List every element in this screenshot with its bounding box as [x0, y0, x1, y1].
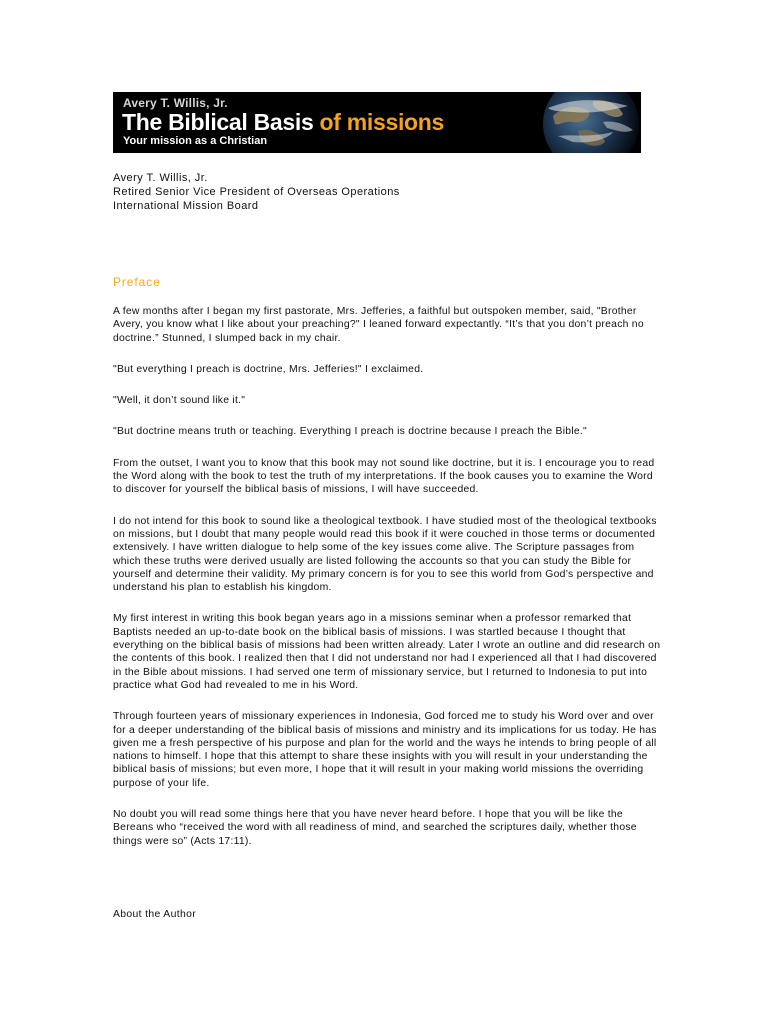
paragraph: Through fourteen years of missionary experiences in Indonesia, God forced me to study his Word over and over for a deeper understanding of the biblical basis of missions and ministry and its implications for us today. He has given me a fresh perspective of his purpose and plan for the world and the ways he intends to bring people of all nations to himself. I hope that this attempt to share these insights with you will result in your understanding the biblical basis of missions; but even more, I hope that it will result in your making world missions the overriding purpose of your life.: [113, 711, 657, 789]
preface-body: [113, 305, 661, 866]
earth-globe-icon: [533, 92, 641, 153]
author-byline: [113, 171, 400, 213]
byline-organization: International Mission Board: [113, 200, 259, 212]
paragraph: From the outset, I want you to know that this book may not sound like doctrine, but it is. I encourage you to read the Word along with the book to test the truth of my interpretations. If the book causes you to examine the Word to discover for yourself the biblical basis of missions, I will have succeeded.: [113, 457, 655, 496]
paragraph: "Well, it don’t sound like it.": [113, 395, 246, 407]
banner-tagline: Your mission as a Christian: [123, 135, 268, 147]
paragraph: No doubt you will read some things here that you have never heard before. I hope that you will be like the Bereans who “received the word with all readiness of mind, and searched the scriptures daily, whether those things were so” (Acts 17:11).: [113, 809, 637, 847]
banner-title: [122, 109, 444, 136]
paragraph: "But everything I preach is doctrine, Mrs. Jefferies!" I exclaimed.: [113, 363, 424, 375]
header-banner: [113, 92, 641, 153]
byline-name: Avery T. Willis, Jr.: [113, 172, 208, 184]
paragraph: "But doctrine means truth or teaching. Everything I preach is doctrine because I preach the Bible.": [113, 426, 587, 438]
banner-author: Avery T. Willis, Jr.: [123, 96, 228, 110]
banner-title-accent: of missions: [319, 109, 445, 135]
banner-title-main: The Biblical Basis: [122, 109, 314, 135]
about-author-label: About the Author: [113, 909, 197, 920]
byline-position: Retired Senior Vice President of Overseas Operations: [113, 186, 400, 198]
section-heading-preface: Preface: [113, 275, 161, 289]
paragraph: My first interest in writing this book began years ago in a missions seminar when a professor remarked that Baptists needed an up-to-date book on the biblical basis of missions. I was startled because I thought that everything on the biblical basis of missions had been written already. Later I wrote an outline and did research on the contents of this book. I realized then that I did not understand nor had I experienced all that I had discovered in the Bible about missions. I had served one term of missionary service, but I returned to Indonesia to put into practice what God had revealed to me in his Word.: [113, 613, 661, 691]
paragraph: A few months after I began my first pastorate, Mrs. Jefferies, a faithful but outspoken member, said, "Brother Avery, you know what I like about your preaching?" I leaned forward expectantly. “It’s that you don’t preach no doctrine.” Stunned, I slumped back in my chair.: [113, 306, 644, 344]
paragraph: I do not intend for this book to sound like a theological textbook. I have studied most of the theological textbooks on missions, but I doubt that many people would read this book if it were couched in those terms or documented extensively. I have written dialogue to help some of the key issues come alive. The Scripture passages from which these truths were derived usually are listed following the accounts so that you can study the Bible for yourself and determine their validity. My primary concern is for you to see this world from God’s perspective and understand his plan to establish his kingdom.: [113, 515, 657, 594]
